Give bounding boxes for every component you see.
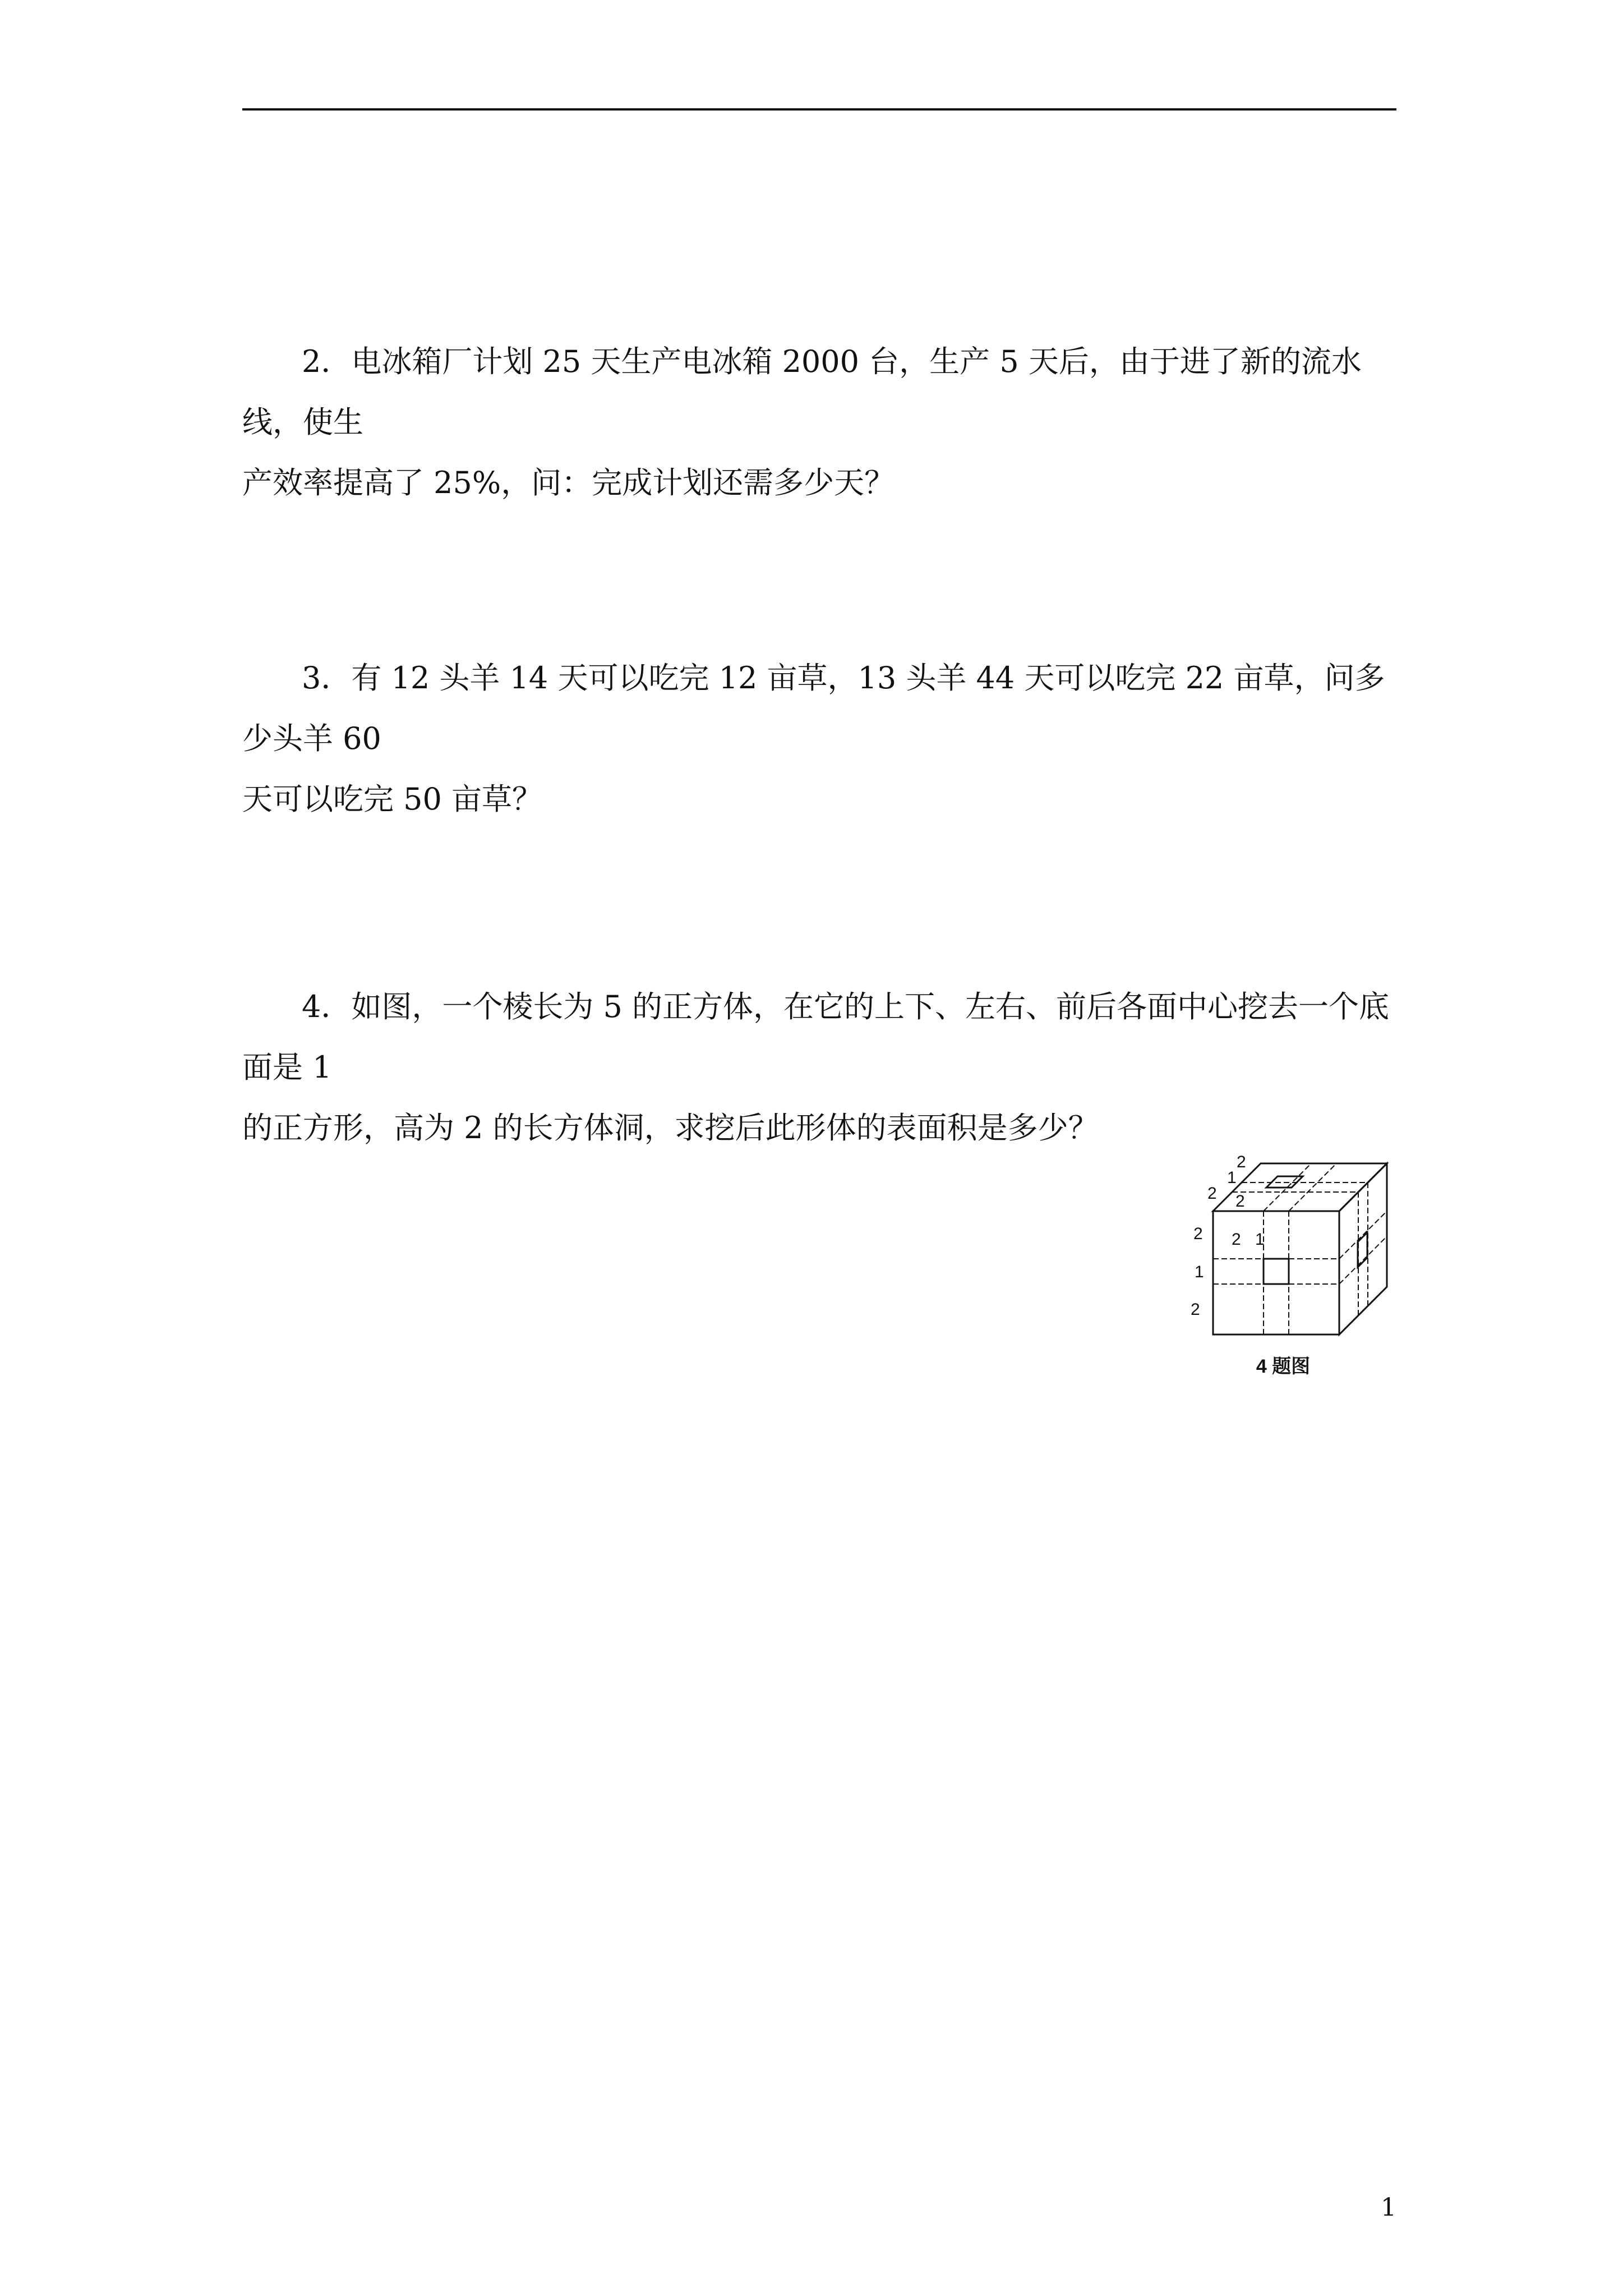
top-dash-d2 xyxy=(1289,1163,1336,1211)
problem-2 xyxy=(242,332,1398,513)
label-top-inner-2: 2 xyxy=(1235,1192,1245,1211)
label-left-mid-2: 2 xyxy=(1193,1225,1203,1243)
header-rule xyxy=(242,108,1396,111)
cube-figure xyxy=(1182,1155,1395,1379)
right-hole xyxy=(1358,1232,1367,1267)
problem-4-line-1: 4．如图，一个棱长为 5 的正方体，在它的上下、左右、前后各面中心挖去一个底面是 1 xyxy=(242,989,1390,1085)
right-dash-d2 xyxy=(1339,1236,1387,1284)
right-dash-d1 xyxy=(1339,1211,1387,1259)
problem-3-line-1: 3．有 12 头羊 14 天可以吃完 12 亩草，13 头羊 44 天可以吃完 22 亩草，问多少头羊 60 xyxy=(242,660,1385,756)
problem-3-line-2: 天可以吃完 50 亩草？ xyxy=(242,781,543,817)
cube-diagram xyxy=(1182,1155,1395,1379)
label-left-bottom-2: 2 xyxy=(1191,1300,1200,1319)
problem-2-line-2: 产效率提高了 25%，问：完成计划还需多少天？ xyxy=(242,465,895,500)
label-left-1: 1 xyxy=(1195,1263,1204,1281)
label-face-2: 2 xyxy=(1232,1230,1241,1249)
cube-front-face xyxy=(1213,1211,1339,1335)
problem-4-line-2: 的正方形，高为 2 的长方体洞，求挖后此形体的表面积是多少？ xyxy=(242,1110,1099,1145)
label-face-1: 1 xyxy=(1255,1230,1265,1249)
cube-right-face xyxy=(1339,1163,1387,1335)
problem-3 xyxy=(242,648,1398,830)
page-number: 1 xyxy=(1381,2193,1396,2222)
label-top-1: 1 xyxy=(1227,1168,1237,1187)
problem-4 xyxy=(242,977,1398,1158)
label-left-top-2: 2 xyxy=(1207,1184,1217,1203)
problem-2-line-1: 2．电冰箱厂计划 25 天生产电冰箱 2000 台，生产 5 天后，由于进了新的流水线，使生 xyxy=(242,344,1362,440)
figure-caption: 4 题图 xyxy=(1256,1356,1311,1377)
label-top-2: 2 xyxy=(1237,1155,1246,1171)
front-hole xyxy=(1264,1259,1289,1284)
